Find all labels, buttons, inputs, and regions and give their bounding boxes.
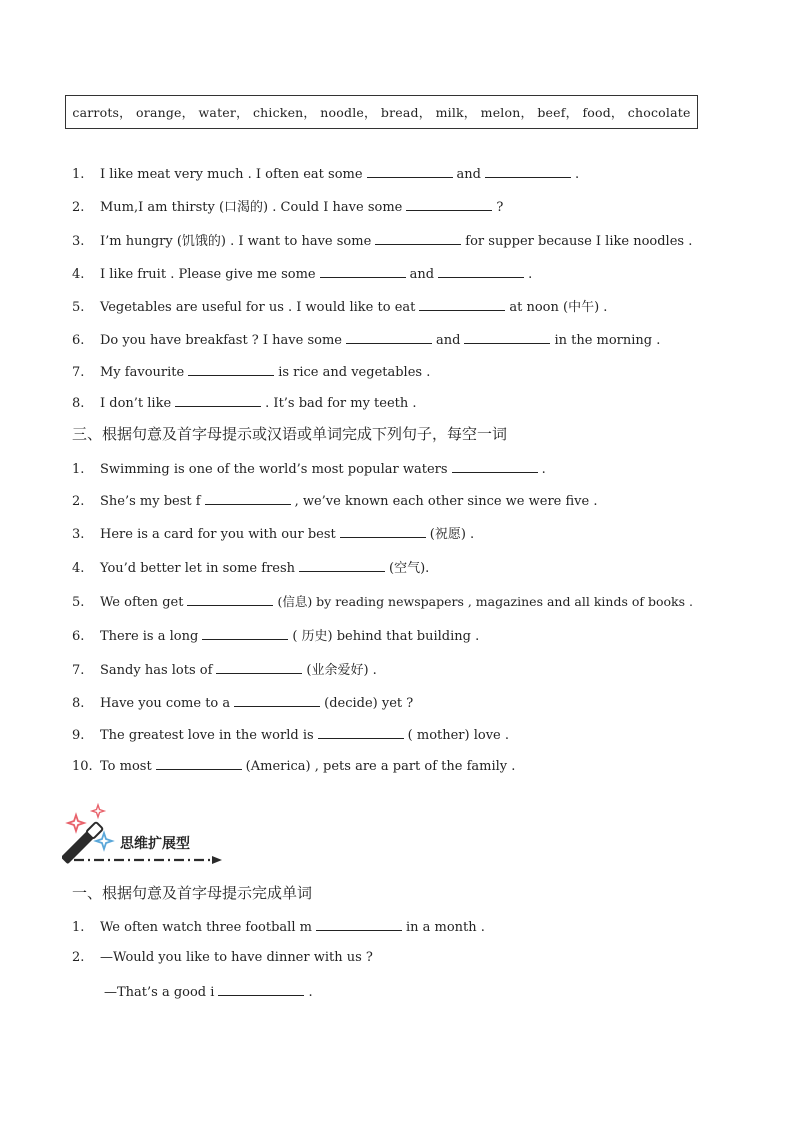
answer-blank[interactable] [318,725,404,739]
answer-blank[interactable] [218,982,304,996]
item-text: . [308,985,313,1000]
answer-blank[interactable] [316,917,402,931]
item-text: (祝愿) . [429,527,475,542]
item-number: 3. [72,527,85,542]
sparkle-small-icon [92,805,104,817]
item-number: 7. [72,365,85,380]
item-text: To most [100,759,152,774]
item-text: in a month . [405,920,485,935]
item-text: and [435,333,461,348]
answer-blank[interactable] [216,660,302,674]
answer-blank[interactable] [340,524,426,538]
item-text: I’m hungry (饥饿的) . I want to have some [100,234,372,249]
item-number: 1. [72,167,85,182]
list-item [72,524,754,544]
item-number: 6. [72,629,85,644]
sparkle-blue-icon [96,833,112,849]
item-text: There is a long [100,629,199,644]
item-text: We often watch three football m [100,920,312,935]
item-text: . [541,462,546,477]
item-text: I don’t like [100,396,172,411]
list-item [72,626,754,646]
item-text: I like fruit . Please give me some [100,267,316,282]
list-item [72,231,754,251]
list-item [72,725,754,745]
answer-blank[interactable] [438,264,524,278]
list-item [72,330,754,350]
item-number: 4. [72,267,85,282]
list-item [72,491,754,511]
item-text: (America) , pets are a part of the family . [245,759,516,774]
item-text: Vegetables are useful for us . I would like to eat [100,300,416,315]
item-number: 5. [72,595,85,610]
arrow-head-icon [212,856,222,864]
item-text: (空气). [389,561,430,576]
item-text: I like meat very much . I often eat some [100,167,363,182]
answer-blank[interactable] [452,459,538,473]
answer-blank[interactable] [375,231,461,245]
list-item [72,693,754,713]
answer-blank[interactable] [175,393,261,407]
item-text: Have you come to a [100,696,231,711]
word-bank-box [65,95,698,129]
answer-blank[interactable] [156,756,242,770]
item-text: My favourite [100,365,185,380]
item-number: 5. [72,300,85,315]
answer-blank[interactable] [346,330,432,344]
sparkle-red-icon [68,815,84,831]
item-text: for supper because I like noodles . [465,234,693,249]
item-text: is rice and vegetables . [278,365,431,380]
item-number: 1. [72,462,85,477]
list-item [72,297,754,317]
item-text: ? [496,200,504,215]
item-text: She’s my best f [100,494,201,509]
badge-title: 思维扩展型 [120,836,190,852]
item-number: 2. [72,200,85,215]
list-item [72,459,754,479]
answer-blank[interactable] [367,164,453,178]
answer-blank[interactable] [188,362,274,376]
item-text: . [575,167,580,182]
section-heading: 一、根据句意及首字母提示完成单词 [72,884,313,902]
answer-blank[interactable] [406,197,492,211]
word-bank-text: carrots， orange， water， chicken， noodle， bread， milk， melon， beef， food， chocolate [72,105,691,120]
list-item [72,264,754,284]
list-item [72,558,754,578]
answer-blank[interactable] [187,592,273,606]
item-text: at noon (中午) . [509,300,608,315]
item-text: and [456,167,481,182]
list-item [72,393,754,413]
item-text: ( mother) love . [407,728,510,743]
item-text: —That’s a good i [104,985,215,1000]
item-text: ( 历史) behind that building . [292,629,480,644]
item-text: Mum,I am thirsty (口渴的) . Could I have some [100,200,403,215]
list-item [72,660,754,680]
item-text: You’d better let in some fresh [100,561,296,576]
list-item [72,197,754,217]
item-number: 8. [72,396,85,411]
item-text: —Would you like to have dinner with us ? [100,950,373,965]
item-text: . It’s bad for my teeth . [265,396,417,411]
section-heading: 三、根据句意及首字母提示或汉语或单词完成下列句子，每空一词 [72,425,508,443]
item-text: (信息) by reading newspapers , magazines and all kinds of books . [277,594,693,609]
item-number: 3. [72,234,85,249]
list-item [72,592,754,612]
answer-blank[interactable] [299,558,385,572]
item-number: 4. [72,561,85,576]
item-number: 1. [72,920,85,935]
answer-blank[interactable] [320,264,406,278]
list-item [72,756,754,776]
item-text: , we’ve known each other since we were five . [294,494,598,509]
item-number: 2. [72,494,85,509]
item-number: 8. [72,696,85,711]
item-number: 7. [72,663,85,678]
item-text: . [528,267,533,282]
item-text: in the morning . [554,333,661,348]
answer-blank[interactable] [485,164,571,178]
answer-blank[interactable] [464,330,550,344]
list-item [72,164,754,184]
item-text: and [409,267,435,282]
item-text: Do you have breakfast ? I have some [100,333,342,348]
item-text: Sandy has lots of [100,663,213,678]
item-text: We often get [100,595,184,610]
list-item [72,917,754,937]
list-item [72,949,754,967]
answer-blank[interactable] [234,693,320,707]
item-text: (decide) yet ? [324,696,414,711]
item-text: The greatest love in the world is [100,728,314,743]
item-number: 2. [72,950,85,965]
answer-blank[interactable] [419,297,505,311]
item-number: 10. [72,759,93,774]
list-item-reply [104,982,754,1002]
item-number: 9. [72,728,85,743]
item-number: 6. [72,333,85,348]
item-text: (业余爱好) . [306,663,377,678]
answer-blank[interactable] [205,491,291,505]
item-text: Swimming is one of the world’s most popular waters [100,462,448,477]
list-item [72,362,754,382]
item-text: Here is a card for you with our best [100,527,336,542]
answer-blank[interactable] [202,626,288,640]
